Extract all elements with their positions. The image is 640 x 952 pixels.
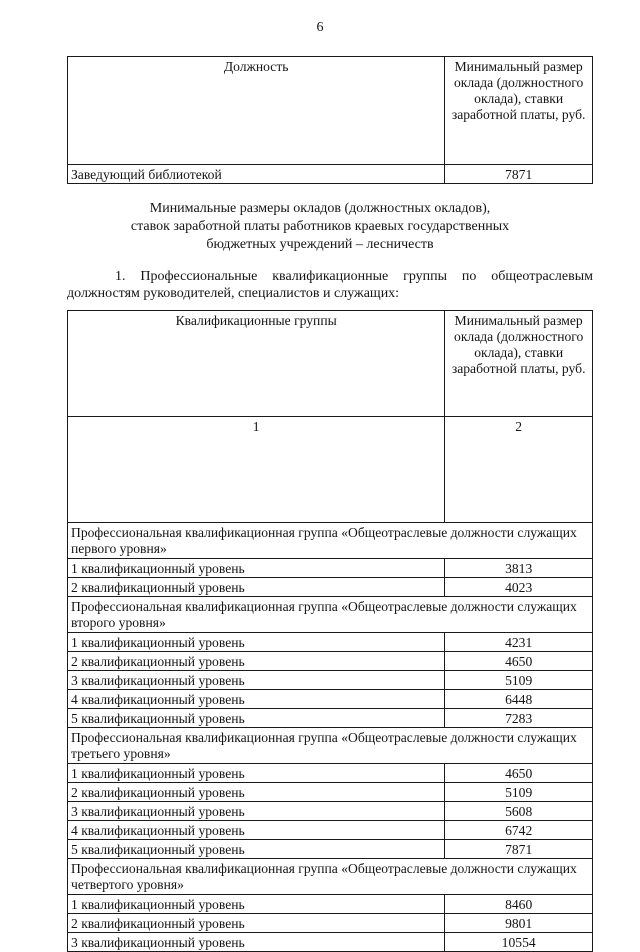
table-row — [68, 578, 593, 597]
salary-value: 5608 — [445, 802, 593, 821]
salary-value: 4231 — [445, 633, 593, 652]
group-title: Профессиональная квалификационная группа «Общеотраслевые должности служащих четвертого уровня» — [68, 859, 593, 895]
salary-value: 9801 — [445, 914, 593, 933]
group-row — [68, 523, 593, 559]
level-name: 1 квалификационный уровень — [68, 764, 445, 783]
salary-value: 6448 — [445, 690, 593, 709]
title-line: Минимальные размеры окладов (должностных окладов), — [149, 201, 491, 216]
title-line: бюджетных учреждений – лесничеств — [206, 237, 434, 252]
table-row — [68, 933, 593, 952]
salary-value: 8460 — [445, 895, 593, 914]
salary-value: 5109 — [445, 783, 593, 802]
group-row — [68, 597, 593, 633]
column-number-row — [68, 417, 593, 523]
table-row — [68, 764, 593, 783]
qualification-groups-table — [67, 310, 593, 952]
table-row — [68, 165, 593, 184]
level-name: 3 квалификационный уровень — [68, 802, 445, 821]
salary-value: 5109 — [445, 671, 593, 690]
table-row — [68, 690, 593, 709]
level-name: 2 квалификационный уровень — [68, 578, 445, 597]
section-title — [0, 200, 640, 254]
level-name: 4 квалификационный уровень — [68, 821, 445, 840]
paragraph-line: 1. Профессиональные квалификационные группы по общеотраслевым — [115, 269, 593, 284]
table-row — [68, 671, 593, 690]
table-row — [68, 895, 593, 914]
level-name: 1 квалификационный уровень — [68, 559, 445, 578]
level-name: 3 квалификационный уровень — [68, 933, 445, 952]
table-header-row — [68, 57, 593, 165]
table-row — [68, 914, 593, 933]
group-title: Профессиональная квалификационная группа «Общеотраслевые должности служащих первого уровня» — [68, 523, 593, 559]
salary-value: 7283 — [445, 709, 593, 728]
table-header-row — [68, 311, 593, 417]
table-row — [68, 633, 593, 652]
table-row — [68, 783, 593, 802]
page-number: 6 — [316, 20, 324, 35]
salary-value: 4023 — [445, 578, 593, 597]
level-name: 5 квалификационный уровень — [68, 709, 445, 728]
header-position: Должность — [68, 57, 445, 165]
salary-value: 7871 — [445, 840, 593, 859]
column-number: 2 — [445, 417, 593, 523]
group-title: Профессиональная квалификационная группа «Общеотраслевые должности служащих второго уровня» — [68, 597, 593, 633]
header-salary: Минимальный размер оклада (должностного оклада), ставки заработной платы, руб. — [445, 57, 593, 165]
salary-value: 4650 — [445, 764, 593, 783]
column-number: 1 — [68, 417, 445, 523]
salary-value: 10554 — [445, 933, 593, 952]
table-row — [68, 840, 593, 859]
group-title: Профессиональная квалификационная группа «Общеотраслевые должности служащих третьего уровня» — [68, 728, 593, 764]
level-name: 1 квалификационный уровень — [68, 633, 445, 652]
section-paragraph — [67, 268, 593, 302]
salary-value: 4650 — [445, 652, 593, 671]
title-line: ставок заработной платы работников краевых государственных — [130, 219, 510, 234]
header-salary: Минимальный размер оклада (должностного оклада), ставки заработной платы, руб. — [445, 311, 593, 417]
table-row — [68, 802, 593, 821]
group-row — [68, 728, 593, 764]
level-name: 2 квалификационный уровень — [68, 783, 445, 802]
salary-value: 6742 — [445, 821, 593, 840]
paragraph-line: должностям руководителей, специалистов и служащих: — [67, 286, 400, 301]
level-name: 3 квалификационный уровень — [68, 671, 445, 690]
table-row — [68, 709, 593, 728]
position-name: Заведующий библиотекой — [68, 165, 445, 184]
table-row — [68, 652, 593, 671]
position-salary-table — [67, 56, 593, 184]
level-name: 4 квалификационный уровень — [68, 690, 445, 709]
table-row — [68, 821, 593, 840]
table-row — [68, 559, 593, 578]
level-name: 5 квалификационный уровень — [68, 840, 445, 859]
salary-value: 3813 — [445, 559, 593, 578]
level-name: 2 квалификационный уровень — [68, 652, 445, 671]
group-row — [68, 859, 593, 895]
salary-value: 7871 — [445, 165, 593, 184]
level-name: 2 квалификационный уровень — [68, 914, 445, 933]
level-name: 1 квалификационный уровень — [68, 895, 445, 914]
header-groups: Квалификационные группы — [68, 311, 445, 417]
